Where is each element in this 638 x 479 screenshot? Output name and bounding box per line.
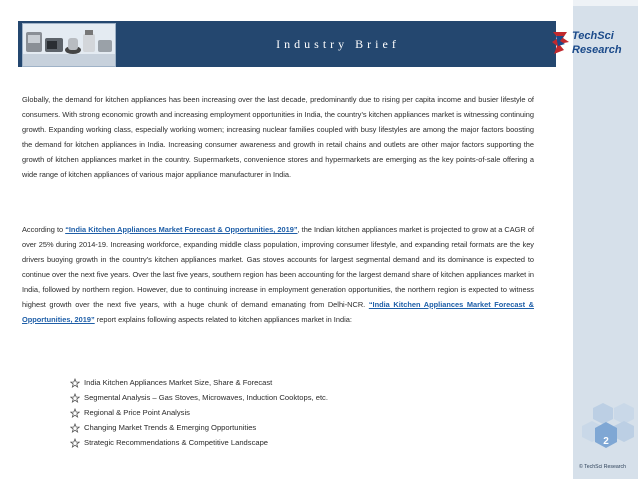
list-item-label: Segmental Analysis – Gas Stoves, Microwaves, Induction Cooktops, etc. — [84, 393, 328, 402]
paragraph-middle: , the Indian kitchen appliances market is projected to grow at a CAGR of over 25% during 2014-19. Increasing workforce, expanding middle class population, improving consumer lifestyle, and expanding retail formats are the key drivers buoying growth in the country’s kitchen appliances market. Gas stoves accounts for largest segmental demand and its dominance is expected to continue over the next five years. Over the last five years, southern region has been accounting for the largest demand share of kitchen appliances market in India, followed by northern region. However, due to continuing increase in employment generation opportunities, the northern region is expected to witness highest growth over the next five years, with a huge chunk of demand emanating from Delhi-NCR. — [22, 225, 534, 309]
techsci-logo — [550, 28, 632, 62]
paragraph-intro: Globally, the demand for kitchen appliances has been increasing over the last decade, predominantly due to rising per capita income and busier lifestyle of consumers. With strong economic growth and increasing employment opportunities in India, the country’s kitchen appliances market is witnessing continuing growth. Expanding working class, especially working women; increasing nuclear families coupled with busy lifestyles are among the major factors boosting the demand for kitchen appliances in India. Increasing consumer awareness and growth in retail chains and outlets are other major factors supporting the growth of kitchen appliances market in the country. Supermarkets, convenience stores and hypermarkets are emerging as the key points-of-sale offering a wide range of kitchen appliances of various major appliance manufacturer in India. — [22, 95, 534, 179]
list-item-label: India Kitchen Appliances Market Size, Share & Forecast — [84, 378, 273, 387]
logo-line-1: TechSci — [572, 30, 614, 42]
paragraph-tail: report explains following aspects related to kitchen appliances market in India: — [94, 315, 352, 324]
list-item — [70, 405, 328, 420]
star-bullet-icon — [70, 438, 80, 448]
list-item — [70, 420, 328, 435]
techsci-logo-icon — [550, 28, 572, 60]
page-title: Industry Brief — [276, 37, 400, 51]
kitchen-appliances-thumbnail — [22, 23, 116, 67]
star-bullet-icon — [70, 423, 80, 433]
list-item-label: Strategic Recommendations & Competitive Landscape — [84, 438, 269, 447]
report-title-link-2[interactable]: “India Kitchen Appliances Market Forecast & Opportunities, 2019” — [22, 300, 534, 324]
list-item-label: Regional & Price Point Analysis — [84, 408, 190, 417]
logo-text — [572, 29, 622, 57]
star-bullet-icon — [70, 408, 80, 418]
report-title-link[interactable]: “India Kitchen Appliances Market Forecast & Opportunities, 2019” — [65, 225, 298, 234]
aspects-list — [70, 375, 328, 450]
list-item — [70, 375, 328, 390]
paragraph-report — [22, 222, 534, 327]
side-bar-top — [573, 0, 638, 6]
copyright-text: © TechSci Research — [579, 464, 626, 470]
paragraph-lead: According to — [22, 225, 66, 234]
list-item-label: Changing Market Trends & Emerging Opportunities — [84, 423, 257, 432]
page-number: 2 — [603, 436, 609, 447]
logo-line-2: Research — [572, 44, 622, 56]
star-bullet-icon — [70, 378, 80, 388]
list-item — [70, 390, 328, 405]
hexagon-decoration — [573, 402, 638, 462]
list-item — [70, 435, 328, 450]
star-bullet-icon — [70, 393, 80, 403]
